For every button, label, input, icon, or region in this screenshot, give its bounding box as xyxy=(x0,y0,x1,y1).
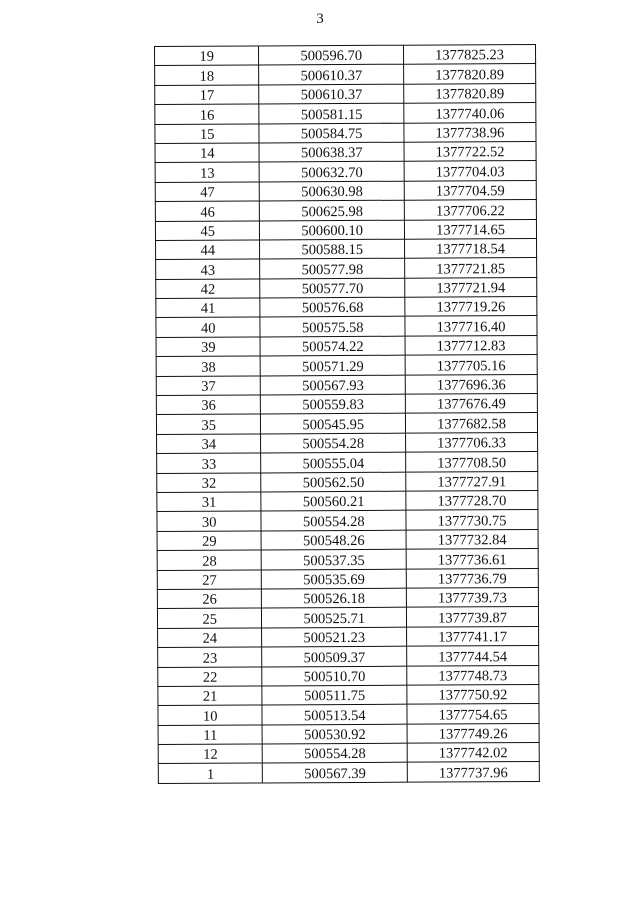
table-row xyxy=(157,568,538,589)
y-coordinate-cell: 1377706.22 xyxy=(404,200,536,220)
table-row xyxy=(156,413,537,434)
point-number-cell: 45 xyxy=(155,220,260,240)
y-coordinate-cell: 1377718.54 xyxy=(405,238,537,258)
y-coordinate-cell: 1377740.06 xyxy=(404,103,536,123)
table-row xyxy=(156,238,537,259)
x-coordinate-cell: 500581.15 xyxy=(259,103,404,123)
point-number-cell: 24 xyxy=(158,628,263,648)
point-number-cell: 37 xyxy=(156,376,261,396)
table-row xyxy=(158,743,539,764)
y-coordinate-cell: 1377704.03 xyxy=(404,161,536,181)
table-row xyxy=(157,490,538,511)
y-coordinate-cell: 1377721.94 xyxy=(405,277,537,297)
point-number-cell: 11 xyxy=(158,725,263,745)
y-coordinate-cell: 1377742.02 xyxy=(407,743,539,763)
x-coordinate-cell: 500562.50 xyxy=(261,472,406,492)
point-number-cell: 42 xyxy=(156,279,261,299)
table-row xyxy=(156,355,537,376)
point-number-cell: 17 xyxy=(155,85,260,105)
x-coordinate-cell: 500521.23 xyxy=(262,627,407,647)
x-coordinate-cell: 500513.54 xyxy=(262,704,407,724)
table-row xyxy=(158,762,539,783)
x-coordinate-cell: 500574.22 xyxy=(260,336,405,356)
table-row xyxy=(157,529,538,550)
table-row xyxy=(155,161,536,182)
point-number-cell: 47 xyxy=(155,182,260,202)
y-coordinate-cell: 1377741.17 xyxy=(407,626,539,646)
x-coordinate-cell: 500567.39 xyxy=(263,763,408,783)
table-row xyxy=(155,180,536,201)
x-coordinate-cell: 500554.28 xyxy=(261,511,406,531)
x-coordinate-cell: 500625.98 xyxy=(260,200,405,220)
table-row xyxy=(157,471,538,492)
table-row xyxy=(155,83,536,104)
y-coordinate-cell: 1377739.73 xyxy=(406,587,538,607)
y-coordinate-cell: 1377728.70 xyxy=(406,490,538,510)
table-row xyxy=(155,200,536,221)
point-number-cell: 43 xyxy=(156,259,261,279)
x-coordinate-cell: 500509.37 xyxy=(262,646,407,666)
point-number-cell: 46 xyxy=(155,201,260,221)
table-row xyxy=(155,103,536,124)
y-coordinate-cell: 1377705.16 xyxy=(405,355,537,375)
y-coordinate-cell: 1377738.96 xyxy=(404,122,536,142)
x-coordinate-cell: 500596.70 xyxy=(259,45,404,65)
table-row xyxy=(156,335,537,356)
point-number-cell: 35 xyxy=(156,414,261,434)
x-coordinate-cell: 500554.28 xyxy=(261,433,406,453)
point-number-cell: 41 xyxy=(156,298,261,318)
x-coordinate-cell: 500567.93 xyxy=(261,375,406,395)
x-coordinate-cell: 500577.70 xyxy=(260,278,405,298)
y-coordinate-cell: 1377736.79 xyxy=(406,568,538,588)
y-coordinate-cell: 1377750.92 xyxy=(407,684,539,704)
y-coordinate-cell: 1377716.40 xyxy=(405,316,537,336)
x-coordinate-cell: 500638.37 xyxy=(259,142,404,162)
table-row xyxy=(155,219,536,240)
page-number: 3 xyxy=(316,11,324,27)
x-coordinate-cell: 500571.29 xyxy=(261,355,406,375)
y-coordinate-cell: 1377820.89 xyxy=(404,83,536,103)
table-row xyxy=(157,549,538,570)
x-coordinate-cell: 500576.68 xyxy=(260,297,405,317)
table-row xyxy=(157,587,538,608)
x-coordinate-cell: 500510.70 xyxy=(262,666,407,686)
x-coordinate-cell: 500545.95 xyxy=(261,414,406,434)
table-row xyxy=(158,665,539,686)
table-row xyxy=(155,141,536,162)
y-coordinate-cell: 1377706.33 xyxy=(406,432,538,452)
point-number-cell: 39 xyxy=(156,337,261,357)
y-coordinate-cell: 1377696.36 xyxy=(405,374,537,394)
table-row xyxy=(158,684,539,705)
y-coordinate-cell: 1377754.65 xyxy=(407,704,539,724)
point-number-cell: 27 xyxy=(157,569,262,589)
point-number-cell: 22 xyxy=(158,666,263,686)
coordinates-table xyxy=(154,44,540,784)
y-coordinate-cell: 1377714.65 xyxy=(404,219,536,239)
point-number-cell: 25 xyxy=(157,608,262,628)
y-coordinate-cell: 1377676.49 xyxy=(405,394,537,414)
table-row xyxy=(158,704,539,725)
point-number-cell: 18 xyxy=(155,65,260,85)
x-coordinate-cell: 500525.71 xyxy=(262,608,407,628)
y-coordinate-cell: 1377732.84 xyxy=(406,529,538,549)
table-row xyxy=(156,394,537,415)
y-coordinate-cell: 1377719.26 xyxy=(405,297,537,317)
x-coordinate-cell: 500610.37 xyxy=(259,84,404,104)
x-coordinate-cell: 500588.15 xyxy=(260,239,405,259)
y-coordinate-cell: 1377820.89 xyxy=(404,64,536,84)
coordinates-table-body xyxy=(155,45,540,784)
y-coordinate-cell: 1377682.58 xyxy=(405,413,537,433)
y-coordinate-cell: 1377744.54 xyxy=(407,646,539,666)
y-coordinate-cell: 1377730.75 xyxy=(406,510,538,530)
y-coordinate-cell: 1377825.23 xyxy=(404,45,536,65)
table-row xyxy=(157,452,538,473)
x-coordinate-cell: 500560.21 xyxy=(261,491,406,511)
x-coordinate-cell: 500554.28 xyxy=(263,743,408,763)
x-coordinate-cell: 500630.98 xyxy=(260,181,405,201)
x-coordinate-cell: 500555.04 xyxy=(261,452,406,472)
table-row xyxy=(156,277,537,298)
x-coordinate-cell: 500575.58 xyxy=(260,317,405,337)
point-number-cell: 30 xyxy=(157,511,262,531)
point-number-cell: 26 xyxy=(157,589,262,609)
table-row xyxy=(155,64,536,85)
point-number-cell: 12 xyxy=(158,744,263,764)
point-number-cell: 34 xyxy=(157,434,262,454)
y-coordinate-cell: 1377721.85 xyxy=(405,258,537,278)
point-number-cell: 36 xyxy=(156,395,261,415)
point-number-cell: 38 xyxy=(156,356,261,376)
point-number-cell: 19 xyxy=(155,46,260,66)
table-row xyxy=(157,510,538,531)
table-row xyxy=(156,297,537,318)
x-coordinate-cell: 500537.35 xyxy=(262,549,407,569)
y-coordinate-cell: 1377737.96 xyxy=(407,762,539,782)
point-number-cell: 33 xyxy=(157,453,262,473)
point-number-cell: 16 xyxy=(155,104,260,124)
point-number-cell: 13 xyxy=(155,162,260,182)
table-row xyxy=(157,432,538,453)
table-row xyxy=(158,626,539,647)
point-number-cell: 15 xyxy=(155,124,260,144)
x-coordinate-cell: 500600.10 xyxy=(260,220,405,240)
table-row xyxy=(155,122,536,143)
x-coordinate-cell: 500548.26 xyxy=(262,530,407,550)
y-coordinate-cell: 1377712.83 xyxy=(405,335,537,355)
x-coordinate-cell: 500511.75 xyxy=(262,685,407,705)
point-number-cell: 14 xyxy=(155,143,260,163)
point-number-cell: 10 xyxy=(158,705,263,725)
point-number-cell: 40 xyxy=(156,317,261,337)
y-coordinate-cell: 1377708.50 xyxy=(406,452,538,472)
point-number-cell: 23 xyxy=(158,647,263,667)
x-coordinate-cell: 500577.98 xyxy=(260,258,405,278)
x-coordinate-cell: 500535.69 xyxy=(262,569,407,589)
y-coordinate-cell: 1377739.87 xyxy=(406,607,538,627)
x-coordinate-cell: 500526.18 xyxy=(262,588,407,608)
point-number-cell: 21 xyxy=(158,686,263,706)
table-row xyxy=(157,607,538,628)
y-coordinate-cell: 1377727.91 xyxy=(406,471,538,491)
point-number-cell: 44 xyxy=(156,240,261,260)
table-row xyxy=(158,723,539,744)
point-number-cell: 29 xyxy=(157,531,262,551)
y-coordinate-cell: 1377722.52 xyxy=(404,141,536,161)
x-coordinate-cell: 500584.75 xyxy=(259,123,404,143)
table-row xyxy=(156,374,537,395)
point-number-cell: 31 xyxy=(157,492,262,512)
y-coordinate-cell: 1377736.61 xyxy=(406,549,538,569)
table-row xyxy=(156,316,537,337)
y-coordinate-cell: 1377749.26 xyxy=(407,723,539,743)
x-coordinate-cell: 500530.92 xyxy=(263,724,408,744)
table-row xyxy=(158,646,539,667)
x-coordinate-cell: 500559.83 xyxy=(261,394,406,414)
point-number-cell: 28 xyxy=(157,550,262,570)
x-coordinate-cell: 500632.70 xyxy=(260,162,405,182)
table-row xyxy=(155,45,536,66)
table-row xyxy=(156,258,537,279)
x-coordinate-cell: 500610.37 xyxy=(259,65,404,85)
point-number-cell: 32 xyxy=(157,473,262,493)
point-number-cell: 1 xyxy=(158,763,263,783)
y-coordinate-cell: 1377704.59 xyxy=(404,180,536,200)
y-coordinate-cell: 1377748.73 xyxy=(407,665,539,685)
